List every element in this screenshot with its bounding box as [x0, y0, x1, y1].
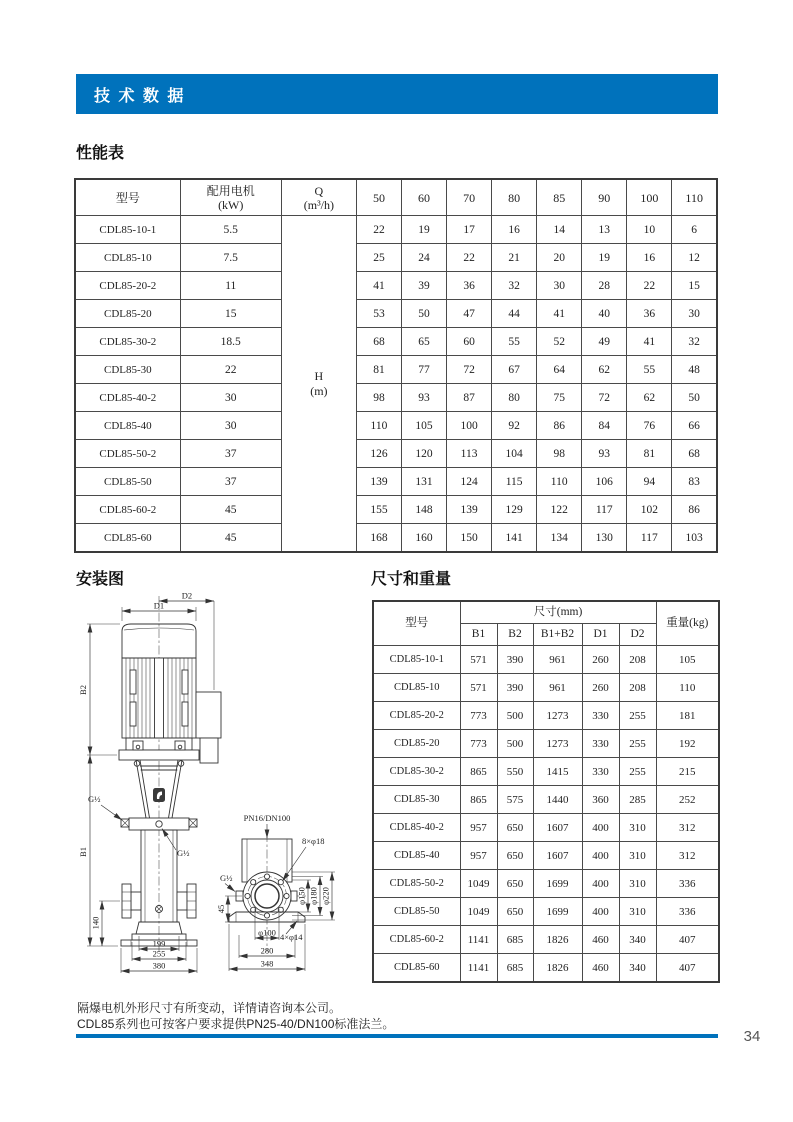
dim-label-280: 280 — [260, 945, 274, 956]
b2-cell: 650 — [497, 898, 533, 926]
col-header-flow: Q (m³/h) — [281, 179, 356, 216]
dimensions-table — [372, 600, 720, 983]
head-value-cell: 21 — [492, 244, 537, 272]
b2-cell: 390 — [497, 646, 533, 674]
d1-cell: 400 — [582, 814, 619, 842]
head-value-cell: 44 — [492, 300, 537, 328]
performance-row — [75, 468, 717, 496]
model-cell: CDL85-60 — [373, 954, 460, 983]
model-cell: CDL85-50-2 — [75, 440, 180, 468]
b1-cell: 571 — [460, 646, 497, 674]
head-value-cell: 19 — [582, 244, 627, 272]
note-line: CDL85系列也可按客户要求提供PN25-40/DN100标准法兰。 — [77, 1017, 395, 1031]
head-value-cell: 14 — [537, 216, 582, 244]
d1-cell: 260 — [582, 646, 619, 674]
head-value-cell: 30 — [672, 300, 717, 328]
head-value-cell: 93 — [582, 440, 627, 468]
weight-cell: 181 — [656, 702, 719, 730]
dim-label-b1: B1 — [78, 847, 88, 857]
head-value-cell: 115 — [492, 468, 537, 496]
head-value-cell: 41 — [537, 300, 582, 328]
head-value-cell: 124 — [447, 468, 492, 496]
dim-label-phi220: φ220 — [320, 887, 331, 905]
flange-spec-label: PN16/DN100 — [243, 813, 291, 823]
head-value-cell: 72 — [582, 384, 627, 412]
model-cell: CDL85-10-1 — [373, 646, 460, 674]
dimensions-row — [373, 926, 719, 954]
head-value-cell: 17 — [447, 216, 492, 244]
head-value-cell: 60 — [447, 328, 492, 356]
performance-row — [75, 412, 717, 440]
head-value-cell: 131 — [401, 468, 446, 496]
head-value-cell: 148 — [401, 496, 446, 524]
b1-cell: 1049 — [460, 898, 497, 926]
head-value-cell: 160 — [401, 524, 446, 553]
model-cell: CDL85-20 — [373, 730, 460, 758]
head-value-cell: 30 — [537, 272, 582, 300]
head-value-cell: 55 — [492, 328, 537, 356]
motor-kw-cell: 37 — [180, 440, 281, 468]
model-cell: CDL85-40 — [373, 842, 460, 870]
dim-label-g-half-3: G½ — [220, 873, 233, 883]
head-value-cell: 36 — [627, 300, 672, 328]
head-value-cell: 49 — [582, 328, 627, 356]
head-value-cell: 122 — [537, 496, 582, 524]
model-cell: CDL85-40-2 — [373, 814, 460, 842]
head-value-cell: 93 — [401, 384, 446, 412]
head-value-cell: 139 — [447, 496, 492, 524]
col-header-motor: 配用电机 (kW) — [180, 179, 281, 216]
dimensions-row — [373, 842, 719, 870]
d2-cell: 208 — [619, 674, 656, 702]
dim-label-4xphi14: 4×φ14 — [280, 932, 303, 942]
col-header-flow-value: 50 — [356, 179, 401, 216]
b1b2-cell: 1415 — [533, 758, 582, 786]
b1-cell: 865 — [460, 758, 497, 786]
b1-cell: 957 — [460, 814, 497, 842]
dimensions-row — [373, 730, 719, 758]
head-value-cell: 65 — [401, 328, 446, 356]
dimensions-title: 尺寸和重量 — [371, 571, 452, 588]
performance-table — [74, 178, 718, 553]
head-value-cell: 22 — [627, 272, 672, 300]
d2-cell: 310 — [619, 842, 656, 870]
head-value-cell: 53 — [356, 300, 401, 328]
head-value-cell: 150 — [447, 524, 492, 553]
head-value-cell: 77 — [401, 356, 446, 384]
motor-kw-cell: 5.5 — [180, 216, 281, 244]
footer-divider — [76, 1034, 718, 1038]
col-header-d1: D1 — [582, 624, 619, 646]
dimensions-row — [373, 702, 719, 730]
b2-cell: 500 — [497, 702, 533, 730]
dimensions-row — [373, 758, 719, 786]
head-value-cell: 98 — [537, 440, 582, 468]
performance-row — [75, 384, 717, 412]
d2-cell: 208 — [619, 646, 656, 674]
d2-cell: 255 — [619, 702, 656, 730]
head-value-cell: 86 — [537, 412, 582, 440]
d2-cell: 310 — [619, 814, 656, 842]
motor-kw-cell: 37 — [180, 468, 281, 496]
head-value-cell: 87 — [447, 384, 492, 412]
dim-label-45: 45 — [216, 904, 226, 914]
head-value-cell: 68 — [672, 440, 717, 468]
head-value-cell: 50 — [672, 384, 717, 412]
installation-diagram — [74, 590, 366, 994]
head-value-cell: 80 — [492, 384, 537, 412]
b1b2-cell: 1273 — [533, 730, 582, 758]
dim-label-140: 140 — [90, 916, 101, 930]
head-value-cell: 110 — [356, 412, 401, 440]
d1-cell: 400 — [582, 842, 619, 870]
model-cell: CDL85-50 — [75, 468, 180, 496]
performance-row — [75, 328, 717, 356]
head-value-cell: 129 — [492, 496, 537, 524]
col-header-flow-value: 60 — [401, 179, 446, 216]
motor-kw-cell: 22 — [180, 356, 281, 384]
d2-cell: 310 — [619, 898, 656, 926]
head-value-cell: 134 — [537, 524, 582, 553]
head-value-cell: 98 — [356, 384, 401, 412]
b2-cell: 650 — [497, 842, 533, 870]
head-value-cell: 50 — [401, 300, 446, 328]
b1-cell: 1141 — [460, 954, 497, 983]
head-value-cell: 48 — [672, 356, 717, 384]
model-cell: CDL85-10 — [373, 674, 460, 702]
head-value-cell: 41 — [356, 272, 401, 300]
dim-label-d2: D2 — [181, 590, 193, 601]
b2-cell: 575 — [497, 786, 533, 814]
col-header-flow-value: 85 — [537, 179, 582, 216]
head-value-cell: 22 — [356, 216, 401, 244]
model-cell: CDL85-50 — [373, 898, 460, 926]
head-value-cell: 94 — [627, 468, 672, 496]
motor-kw-cell: 45 — [180, 524, 281, 553]
b1-cell: 1141 — [460, 926, 497, 954]
head-value-cell: 24 — [401, 244, 446, 272]
d1-cell: 330 — [582, 702, 619, 730]
performance-row — [75, 216, 717, 244]
performance-row — [75, 496, 717, 524]
head-value-cell: 168 — [356, 524, 401, 553]
model-cell: CDL85-50-2 — [373, 870, 460, 898]
motor-kw-cell: 18.5 — [180, 328, 281, 356]
b1b2-cell: 961 — [533, 646, 582, 674]
b1-cell: 571 — [460, 674, 497, 702]
head-value-cell: 62 — [582, 356, 627, 384]
col-header-model: 型号 — [373, 601, 460, 646]
b1-cell: 957 — [460, 842, 497, 870]
b2-cell: 500 — [497, 730, 533, 758]
dim-label-255: 255 — [152, 948, 166, 959]
head-value-cell: 64 — [537, 356, 582, 384]
model-cell: CDL85-30 — [75, 356, 180, 384]
d1-cell: 460 — [582, 926, 619, 954]
section-header-bar — [76, 74, 718, 114]
terminal-box — [196, 692, 221, 738]
head-unit-cell: H (m) — [281, 216, 356, 553]
model-cell: CDL85-10-1 — [75, 216, 180, 244]
footer-notes — [77, 1000, 394, 1032]
model-cell: CDL85-20-2 — [373, 702, 460, 730]
b1b2-cell: 1607 — [533, 842, 582, 870]
vent-port — [156, 821, 162, 827]
head-value-cell: 10 — [627, 216, 672, 244]
d2-cell: 340 — [619, 926, 656, 954]
dim-label-g-half-2: G½ — [177, 848, 190, 858]
head-value-cell: 36 — [447, 272, 492, 300]
b2-cell: 650 — [497, 814, 533, 842]
head-value-cell: 86 — [672, 496, 717, 524]
motor-kw-cell: 11 — [180, 272, 281, 300]
motor-kw-cell: 7.5 — [180, 244, 281, 272]
b2-cell: 685 — [497, 926, 533, 954]
head-value-cell: 104 — [492, 440, 537, 468]
d2-cell: 255 — [619, 758, 656, 786]
col-header-size-group: 尺寸(mm) — [460, 601, 656, 624]
weight-cell: 407 — [656, 926, 719, 954]
weight-cell: 215 — [656, 758, 719, 786]
head-value-cell: 106 — [582, 468, 627, 496]
d2-cell: 340 — [619, 954, 656, 983]
col-header-b2: B2 — [497, 624, 533, 646]
head-value-cell: 113 — [447, 440, 492, 468]
col-header-weight: 重量(kg) — [656, 601, 719, 646]
head-value-cell: 139 — [356, 468, 401, 496]
col-header-flow-value: 80 — [492, 179, 537, 216]
motor-kw-cell: 30 — [180, 412, 281, 440]
head-value-cell: 141 — [492, 524, 537, 553]
col-header-model: 型号 — [75, 179, 180, 216]
d1-cell: 260 — [582, 674, 619, 702]
dim-label-g-half-1: G½ — [88, 794, 101, 804]
head-value-cell: 52 — [537, 328, 582, 356]
head-value-cell: 120 — [401, 440, 446, 468]
motor-kw-cell: 45 — [180, 496, 281, 524]
head-value-cell: 100 — [447, 412, 492, 440]
model-cell: CDL85-60-2 — [373, 926, 460, 954]
d2-cell: 310 — [619, 870, 656, 898]
dim-label-b2: B2 — [78, 685, 88, 695]
head-value-cell: 81 — [356, 356, 401, 384]
b1-cell: 773 — [460, 702, 497, 730]
dim-label-380: 380 — [152, 960, 166, 971]
d2-cell: 285 — [619, 786, 656, 814]
head-value-cell: 126 — [356, 440, 401, 468]
head-value-cell: 110 — [537, 468, 582, 496]
performance-header-row — [75, 179, 717, 216]
b1-cell: 773 — [460, 730, 497, 758]
b1b2-cell: 1699 — [533, 898, 582, 926]
b1b2-cell: 1607 — [533, 814, 582, 842]
head-value-cell: 15 — [672, 272, 717, 300]
head-value-cell: 47 — [447, 300, 492, 328]
dimensions-row — [373, 674, 719, 702]
performance-row — [75, 272, 717, 300]
head-value-cell: 39 — [401, 272, 446, 300]
d1-cell: 360 — [582, 786, 619, 814]
col-header-flow-value: 70 — [447, 179, 492, 216]
performance-row — [75, 356, 717, 384]
motor-kw-cell: 15 — [180, 300, 281, 328]
head-value-cell: 130 — [582, 524, 627, 553]
weight-cell: 407 — [656, 954, 719, 983]
page-title: 技 术 数 据 — [94, 87, 186, 105]
model-cell: CDL85-20 — [75, 300, 180, 328]
head-value-cell: 117 — [627, 524, 672, 553]
head-value-cell: 75 — [537, 384, 582, 412]
weight-cell: 105 — [656, 646, 719, 674]
model-cell: CDL85-30-2 — [373, 758, 460, 786]
head-value-cell: 66 — [672, 412, 717, 440]
head-value-cell: 16 — [492, 216, 537, 244]
dim-label-phi100: φ100 — [258, 927, 276, 938]
head-value-cell: 32 — [492, 272, 537, 300]
head-value-cell: 105 — [401, 412, 446, 440]
d2-cell: 255 — [619, 730, 656, 758]
dimensions-row — [373, 646, 719, 674]
d1-cell: 400 — [582, 870, 619, 898]
head-value-cell: 102 — [627, 496, 672, 524]
model-cell: CDL85-60-2 — [75, 496, 180, 524]
head-value-cell: 92 — [492, 412, 537, 440]
b1b2-cell: 961 — [533, 674, 582, 702]
weight-cell: 192 — [656, 730, 719, 758]
b1b2-cell: 1273 — [533, 702, 582, 730]
head-value-cell: 16 — [627, 244, 672, 272]
dim-label-199: 199 — [152, 938, 166, 949]
dimensions-row — [373, 898, 719, 926]
dimensions-row — [373, 814, 719, 842]
weight-cell: 252 — [656, 786, 719, 814]
model-cell: CDL85-20-2 — [75, 272, 180, 300]
head-value-cell: 81 — [627, 440, 672, 468]
head-value-cell: 84 — [582, 412, 627, 440]
weight-cell: 110 — [656, 674, 719, 702]
note-line: 隔爆电机外形尺寸有所变动，详情请咨询本公司。 — [77, 1001, 342, 1015]
head-value-cell: 22 — [447, 244, 492, 272]
dim-label-phi180: φ180 — [308, 887, 319, 905]
b1-cell: 865 — [460, 786, 497, 814]
head-value-cell: 40 — [582, 300, 627, 328]
head-value-cell: 12 — [672, 244, 717, 272]
head-value-cell: 32 — [672, 328, 717, 356]
head-value-cell: 28 — [582, 272, 627, 300]
head-value-cell: 19 — [401, 216, 446, 244]
col-header-flow-value: 100 — [627, 179, 672, 216]
dim-label-phi150: φ150 — [296, 887, 307, 905]
col-header-b1: B1 — [460, 624, 497, 646]
weight-cell: 336 — [656, 898, 719, 926]
b1b2-cell: 1699 — [533, 870, 582, 898]
mounting-plate — [119, 750, 199, 760]
head-value-cell: 67 — [492, 356, 537, 384]
weight-cell: 312 — [656, 814, 719, 842]
b1b2-cell: 1826 — [533, 926, 582, 954]
page-number: 34 — [743, 1028, 761, 1045]
dimensions-header-row-1 — [373, 601, 719, 624]
b2-cell: 685 — [497, 954, 533, 983]
dim-label-348: 348 — [260, 958, 274, 969]
motor-kw-cell: 30 — [180, 384, 281, 412]
b1b2-cell: 1826 — [533, 954, 582, 983]
head-value-cell: 13 — [582, 216, 627, 244]
b2-cell: 390 — [497, 674, 533, 702]
d1-cell: 460 — [582, 954, 619, 983]
model-cell: CDL85-40 — [75, 412, 180, 440]
head-value-cell: 41 — [627, 328, 672, 356]
col-header-d2: D2 — [619, 624, 656, 646]
model-cell: CDL85-30 — [373, 786, 460, 814]
d1-cell: 330 — [582, 758, 619, 786]
d1-cell: 400 — [582, 898, 619, 926]
head-value-cell: 76 — [627, 412, 672, 440]
dim-label-8xphi18: 8×φ18 — [302, 836, 325, 846]
performance-row — [75, 440, 717, 468]
weight-cell: 336 — [656, 870, 719, 898]
performance-row — [75, 300, 717, 328]
head-value-cell: 103 — [672, 524, 717, 553]
head-value-cell: 72 — [447, 356, 492, 384]
head-value-cell: 117 — [582, 496, 627, 524]
head-value-cell: 55 — [627, 356, 672, 384]
head-value-cell: 83 — [672, 468, 717, 496]
head-value-cell: 25 — [356, 244, 401, 272]
head-value-cell: 20 — [537, 244, 582, 272]
performance-row — [75, 524, 717, 553]
col-header-flow-value: 110 — [672, 179, 717, 216]
dimensions-row — [373, 954, 719, 983]
b2-cell: 650 — [497, 870, 533, 898]
model-cell: CDL85-40-2 — [75, 384, 180, 412]
col-header-flow-value: 90 — [582, 179, 627, 216]
d1-cell: 330 — [582, 730, 619, 758]
model-cell: CDL85-30-2 — [75, 328, 180, 356]
b1-cell: 1049 — [460, 870, 497, 898]
dimensions-row — [373, 786, 719, 814]
model-cell: CDL85-60 — [75, 524, 180, 553]
performance-table-title: 性能表 — [76, 145, 125, 162]
b2-cell: 550 — [497, 758, 533, 786]
head-value-cell: 155 — [356, 496, 401, 524]
head-value-cell: 6 — [672, 216, 717, 244]
head-value-cell: 68 — [356, 328, 401, 356]
col-header-b1b2: B1+B2 — [533, 624, 582, 646]
installation-title: 安装图 — [76, 571, 125, 588]
model-cell: CDL85-10 — [75, 244, 180, 272]
dimensions-row — [373, 870, 719, 898]
dim-label-d1: D1 — [153, 600, 165, 611]
performance-row — [75, 244, 717, 272]
weight-cell: 312 — [656, 842, 719, 870]
head-value-cell: 62 — [627, 384, 672, 412]
b1b2-cell: 1440 — [533, 786, 582, 814]
